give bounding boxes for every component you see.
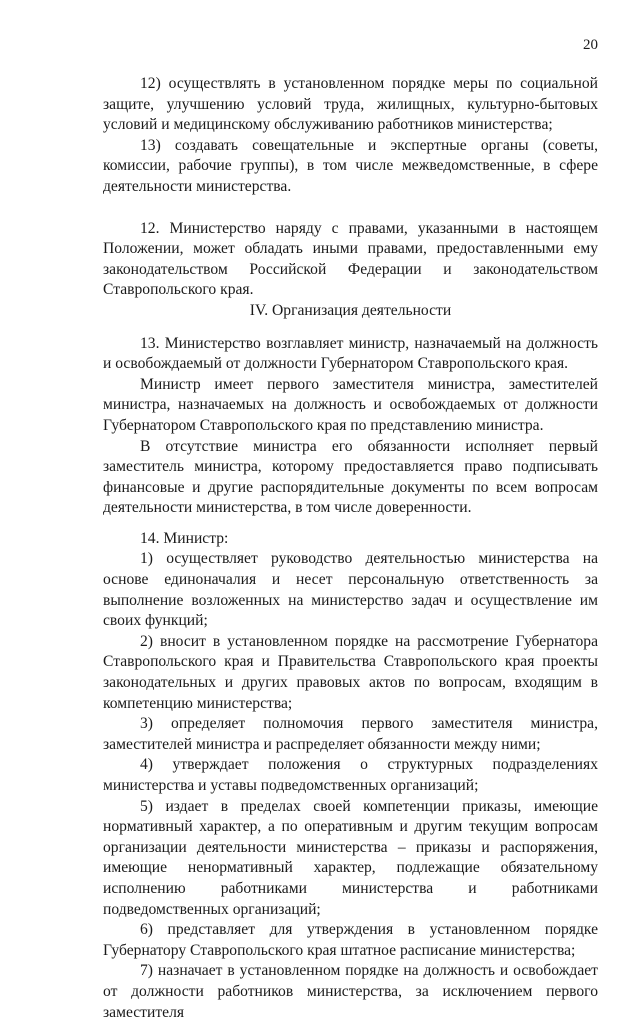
list-item-2: 2) вносит в установленном порядке на рассмотрение Губернатора Ставропольского края и Правительства Ставропольского края проекты законодательных и других правовых актов по вопросам, входящим в компетенцию министерства; bbox=[103, 632, 598, 712]
list-item-3: 3) определяет полномочия первого заместителя министра, заместителей министра и распределяет обязанности между ними; bbox=[103, 715, 598, 753]
list-item-6: 6) представляет для утверждения в установленном порядке Губернатору Ставропольского края штатное расписание министерства; bbox=[103, 921, 598, 959]
paragraph-clause-14: 14. Министр: bbox=[140, 529, 229, 547]
list-item-5: 5) издает в пределах своей компетенции приказы, имеющие нормативный характер, а по оперативным и другим текущим вопросам организации деятельности министерства – приказы и распоряжения, имеющие ненормативный характер, подлежащие обязательному исполнению работниками министерства и работниками подведомственных организаций; bbox=[103, 797, 598, 918]
paragraph-minister-deputies: Министр имеет первого заместителя министра, заместителей министра, назначаемых на должность и освобождаемых от должности Губернатором Ставропольского края по представлению министра. bbox=[103, 375, 598, 434]
paragraph-clause-12: 12. Министерство наряду с правами, указанными в настоящем Положении, может обладать иными правами, предоставленными ему законодательством Российской Федерации и законодательством Ставропольского края. bbox=[103, 219, 598, 299]
page-number: 20 bbox=[583, 37, 598, 53]
list-item-4: 4) утверждает положения о структурных подразделениях министерства и уставы подведомственных организаций; bbox=[103, 756, 598, 794]
paragraph-absence: В отсутствие министра его обязанности исполняет первый заместитель министра, которому предоставляется право подписывать финансовые и другие распорядительные документы по всем вопросам деятельности министерства, в том числе доверенности. bbox=[103, 437, 598, 517]
list-item-7: 7) назначает в установленном порядке на должность и освобождает от должности работников министерства, за исключением первого заместителя bbox=[103, 962, 598, 1021]
paragraph-clause-13: 13. Министерство возглавляет министр, назначаемый на должность и освобождаемый от должности Губернатором Ставропольского края. bbox=[103, 334, 598, 373]
paragraph-item-12: 12) осуществлять в установленном порядке меры по социальной защите, улучшению условий труда, жилищных, культурно-бытовых условий и медицинскому обслуживанию работников министерства; bbox=[103, 75, 598, 134]
paragraph-item-13: 13) создавать совещательные и экспертные органы (советы, комиссии, рабочие группы), в том числе межведомственные, в сфере деятельности министерства. bbox=[103, 136, 598, 195]
list-item-1: 1) осуществляет руководство деятельностью министерства на основе единоначалия и несет персональную ответственность за выполнение возложенных на министерство задач и осуществление им своих функций; bbox=[103, 550, 598, 630]
section-heading: IV. Организация деятельности bbox=[249, 301, 452, 319]
document-body bbox=[103, 74, 598, 1023]
